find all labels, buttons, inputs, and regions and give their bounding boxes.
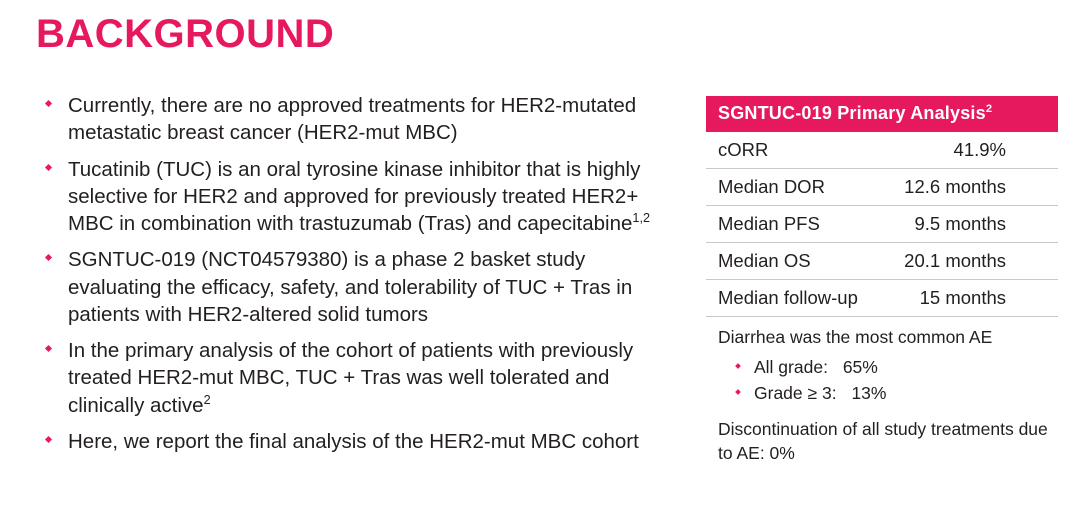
- table-row: [706, 243, 1058, 280]
- panel-header-label: SGNTUC-019 Primary Analysis: [718, 103, 986, 123]
- bullet-superscript: 2: [203, 391, 211, 407]
- table-row: [706, 169, 1058, 206]
- panel-body: [706, 132, 1058, 465]
- stat-value: 12.6 months: [904, 176, 1006, 197]
- discontinuation-note: Discontinuation of all study treatments due to AE: 0%: [718, 419, 1048, 463]
- stat-label: Median follow-up: [718, 287, 858, 308]
- primary-analysis-panel: [706, 96, 1058, 465]
- list-item: [24, 156, 684, 238]
- bullet-superscript: 1,2: [632, 210, 651, 226]
- diamond-bullet-icon: [735, 389, 741, 395]
- ae-grade-value: 13%: [851, 382, 887, 403]
- ae-grade-label: Grade ≥ 3:: [754, 382, 837, 403]
- diamond-bullet-icon: [45, 163, 52, 170]
- page-title: BACKGROUND: [36, 12, 335, 56]
- bullet-text: In the primary analysis of the cohort of patients with previously treated HER2-mut MBC, TUC + Tras was well tolerated and clinically active: [68, 339, 634, 417]
- stat-label: Median OS: [718, 250, 811, 271]
- stat-value: 15 months: [919, 287, 1006, 308]
- ae-note-text: Diarrhea was the most common AE: [718, 327, 993, 347]
- adverse-event-note: [706, 317, 1058, 406]
- ae-sub-list: [718, 354, 1048, 407]
- bullet-text: Here, we report the final analysis of the HER2-mut MBC cohort: [68, 429, 639, 453]
- bullet-text: SGNTUC-019 (NCT04579380) is a phase 2 basket study evaluating the efficacy, safety, and tolerability of TUC + Tras in patients with HER2-altered solid tumors: [68, 248, 633, 326]
- ae-grade-value: 65%: [842, 356, 878, 377]
- bullet-text: Currently, there are no approved treatments for HER2-mutated metastatic breast cancer (HER2-mut MBC): [68, 94, 637, 145]
- list-item: [24, 337, 684, 419]
- ae-grade-label: All grade:: [754, 356, 828, 377]
- bullet-list: [24, 92, 684, 455]
- table-row: [706, 280, 1058, 317]
- stat-label: cORR: [718, 139, 769, 160]
- stat-value: 9.5 months: [914, 213, 1006, 234]
- diamond-bullet-icon: [45, 345, 52, 352]
- stat-label: Median PFS: [718, 213, 820, 234]
- list-item: [24, 246, 684, 328]
- diamond-bullet-icon: [735, 363, 741, 369]
- panel-header-superscript: 2: [985, 103, 993, 115]
- diamond-bullet-icon: [45, 436, 52, 443]
- stat-value: 41.9%: [953, 139, 1006, 160]
- stat-label: Median DOR: [718, 176, 825, 197]
- diamond-bullet-icon: [45, 100, 52, 107]
- table-row: [706, 206, 1058, 243]
- bullet-text: Tucatinib (TUC) is an oral tyrosine kinase inhibitor that is highly selective for HER2 and approved for previously treated HER2+ MBC in combination with trastuzumab (Tras) and capecitabine: [68, 157, 641, 235]
- list-item: [24, 92, 684, 147]
- list-item: [718, 380, 1048, 406]
- list-item: [24, 428, 684, 455]
- table-row: [706, 132, 1058, 169]
- list-item: [718, 354, 1048, 380]
- panel-header: [706, 96, 1058, 132]
- stat-value: 20.1 months: [904, 250, 1006, 271]
- diamond-bullet-icon: [45, 254, 52, 261]
- background-bullets-column: [24, 92, 684, 464]
